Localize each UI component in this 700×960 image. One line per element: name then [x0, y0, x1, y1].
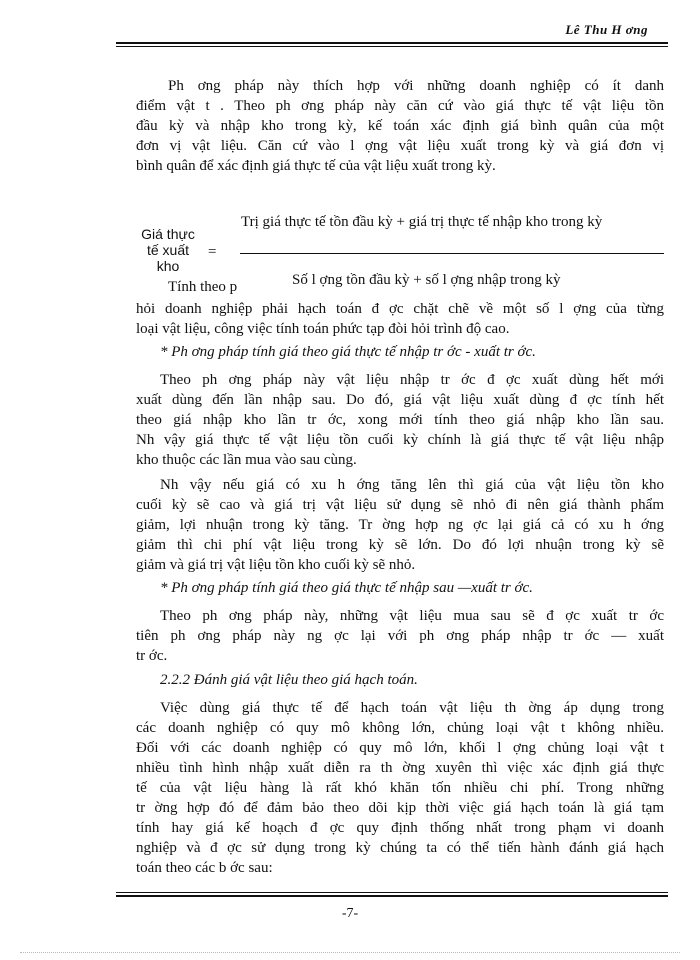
para3-line: Theo ph ơng pháp này vật liệu nhập tr ớc đ ợc xuất dùng hết mới: [160, 372, 664, 388]
para3-line: kho thuộc các lần mua vào sau cùng.: [136, 452, 357, 468]
formula-label: [132, 226, 204, 274]
para1-line: đơn vị vật liệu. Căn cứ vào l ợng vật liệu xuất trong kỳ và giá đơn vị: [136, 138, 664, 154]
page-number: -7-: [341, 906, 359, 921]
para3-line: Nh vậy giá thực tế vật liệu tồn cuối kỳ chính là giá thực tế vật liệu nhập: [136, 432, 664, 448]
para5-line: tiên ph ơng pháp này ng ợc lại với ph ơng pháp nhập tr ớc — xuất: [136, 628, 664, 644]
formula-denominator: Số l ợng tồn đầu kỳ + số l ợng nhập trong kỳ: [292, 272, 561, 288]
para5-line: Theo ph ơng pháp này, những vật liệu mua sau sẽ đ ợc xuất tr ớc: [160, 608, 664, 624]
para1-line: điểm vật t . Theo ph ơng pháp này căn cứ vào giá thực tế vật liệu tồn: [136, 98, 664, 114]
para1-line: Ph ơng pháp này thích hợp với những doanh nghiệp có ít danh: [168, 78, 664, 94]
subsection-heading: 2.2.2 Đánh giá vật liệu theo giá hạch toán.: [160, 672, 418, 688]
formula-label-line: Giá thực: [141, 226, 195, 242]
para3-line: xuất dùng đến lần nhập sau. Do đó, giá vật liệu xuất dùng đ ợc tính hết: [136, 392, 664, 408]
para6-line: Đối với các doanh nghiệp có quy mô lớn, khối l ợng chủng loại vật t: [136, 740, 664, 756]
para1-line: đầu kỳ và nhập kho trong kỳ, kế toán xác định giá bình quân của một: [136, 118, 664, 134]
formula-equals: =: [208, 244, 217, 260]
header-author: Lê Thu H ơng: [565, 22, 648, 37]
para6-line: nhiều tình hình nhập xuất diễn ra th ờng xuyên thì việc xác định giá thực: [136, 760, 664, 776]
footer-rule-thin: [116, 892, 668, 893]
para6-line: tính hay giá kế hoạch đ ợc quy định thống nhất trong phạm vi doanh: [136, 820, 664, 836]
para6-line: tế của vật liệu hàng là rất khó khăn tốn nhiều chi phí. Trong những: [136, 780, 664, 796]
header-rule-thin: [116, 46, 668, 47]
footer-rule: [116, 895, 668, 897]
para6-line: các doanh nghiệp có quy mô không lớn, chủng loại vật t không nhiều.: [136, 720, 664, 736]
header-rule: [116, 42, 668, 44]
formula-numerator: Trị giá thực tế tồn đầu kỳ + giá trị thực tế nhập kho trong kỳ: [241, 214, 603, 230]
para4-line: cuối kỳ sẽ cao và giá trị vật liệu sử dụng sẽ nhỏ đi nên giá thành phẩm: [136, 497, 664, 513]
para1-line: bình quân để xác định giá thực tế của vật liệu xuất trong kỳ.: [136, 158, 496, 174]
para2-line: hỏi doanh nghiệp phải hạch toán đ ợc chặt chẽ về một số l ợng của từng: [136, 301, 664, 317]
para6-line: Việc dùng giá thực tế để hạch toán vật liệu th ờng áp dụng trong: [160, 700, 664, 716]
section-heading: * Ph ơng pháp tính giá theo giá thực tế nhập tr ớc - xuất tr ớc.: [160, 344, 536, 360]
para4-line: giảm, lợi nhuận trong kỳ tăng. Tr ờng hợp ng ợc lại giá cả có xu h ớng: [136, 517, 664, 533]
formula-label-line: kho: [156, 258, 180, 274]
formula-label-line: tế xuất: [146, 242, 190, 258]
para3-line: theo giá nhập kho lần tr ớc, xong mới tính theo giá nhập kho lần sau.: [136, 412, 664, 428]
section-heading: * Ph ơng pháp tính giá theo giá thực tế nhập sau —xuất tr ớc.: [160, 580, 533, 596]
para5-line: tr ớc.: [136, 648, 168, 664]
para2-line: Tính theo p: [168, 279, 238, 295]
para4-line: giảm và giá trị vật liệu tồn kho cuối kỳ sẽ nhỏ.: [136, 557, 416, 573]
para2-line: loại vật liệu, công việc tính toán phức tạp đòi hỏi trình độ cao.: [136, 321, 510, 337]
para6-line: nghiệp và đ ợc sử dụng trong kỳ chúng ta có thể tiến hành đánh giá hạch: [136, 840, 664, 856]
para4-line: giảm thì chi phí vật liệu trong kỳ sẽ lớn. Do đó lợi nhuận trong kỳ sẽ: [136, 537, 664, 553]
formula-fraction-bar: [240, 253, 664, 254]
para4-line: Nh vậy nếu giá có xu h ớng tăng lên thì giá của vật liệu tồn kho: [160, 477, 664, 493]
para6-line: toán theo các b ớc sau:: [136, 860, 273, 876]
para6-line: tr ờng hợp đó để đảm bảo theo dõi kịp thời việc giá hạch toán là giá tạm: [136, 800, 664, 816]
page-bottom-dotted-line: [20, 952, 680, 953]
